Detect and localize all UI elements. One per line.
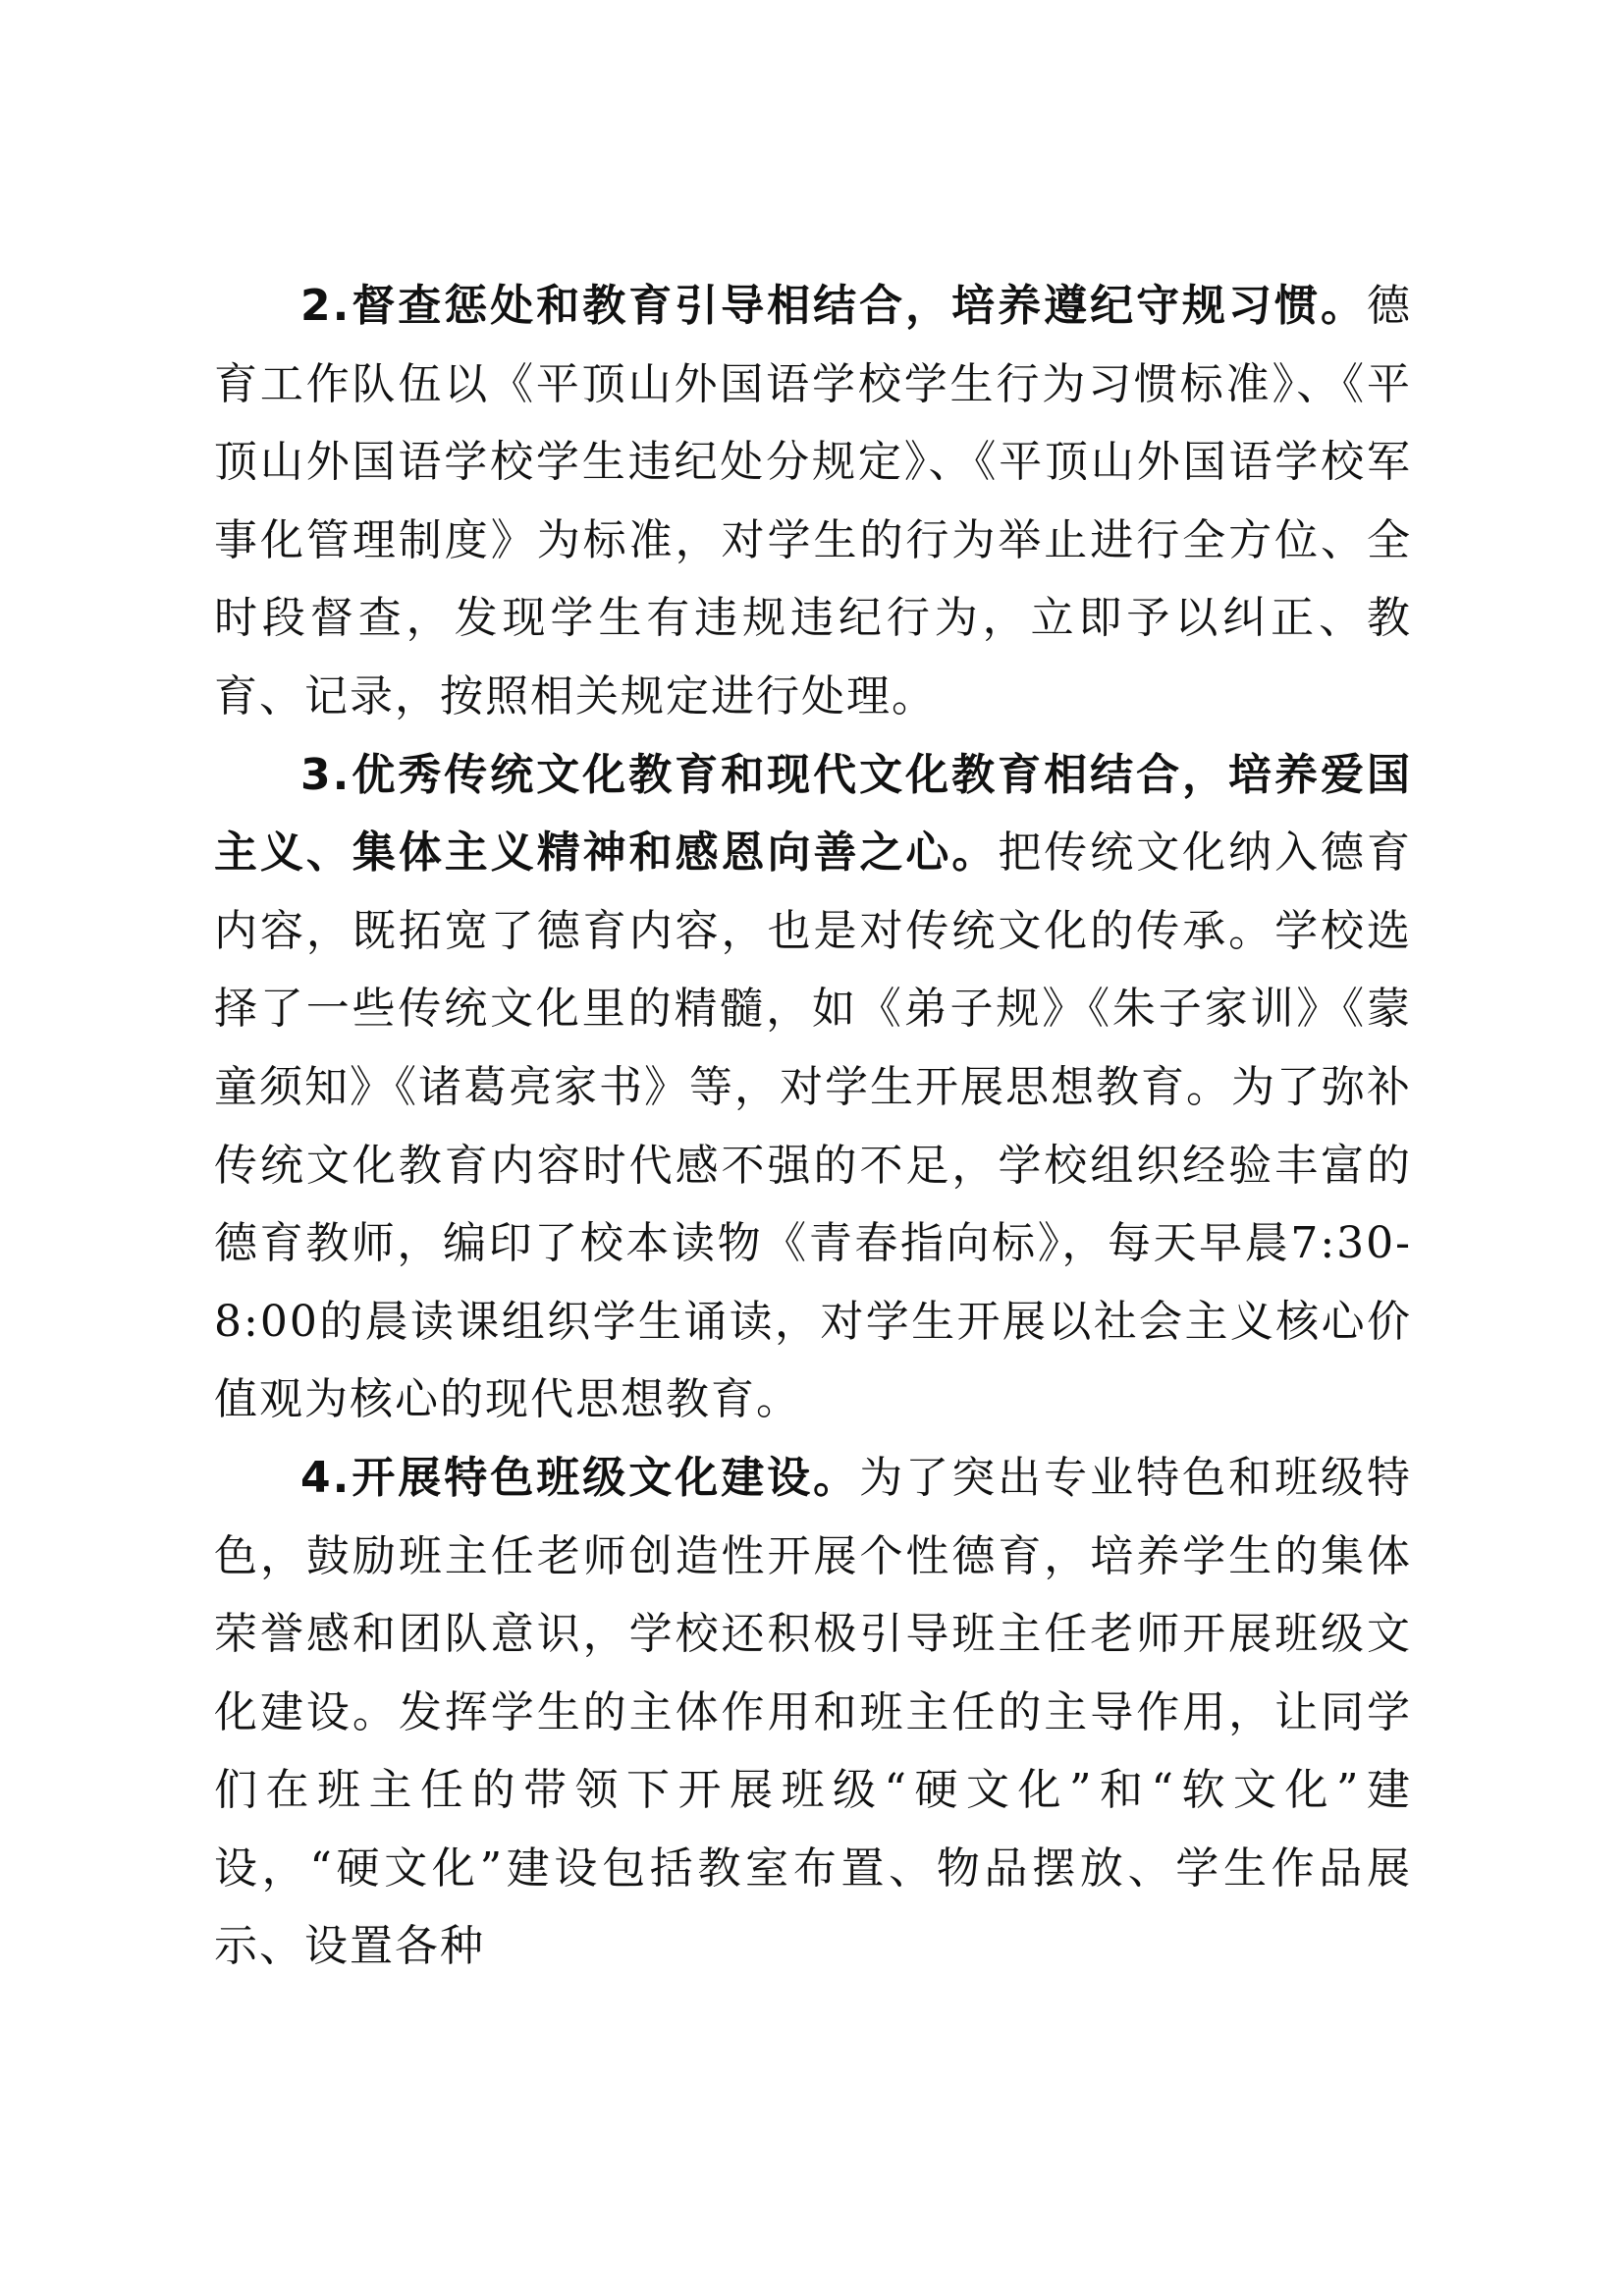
paragraph-2-heading: 2.督查惩处和教育引导相结合，培养遵纪守规习惯。 xyxy=(300,281,1367,331)
paragraph-3 xyxy=(214,736,1412,1439)
document-body xyxy=(214,267,1412,1986)
paragraph-4-text: 为了突出专业特色和班级特色，鼓励班主任老师创造性开展个性德育，培养学生的集体荣誉感和团队意识，学校还积极引导班主任老师开展班级文化建设。发挥学生的主体作用和班主任的主导作用，让同学们在班主任的带领下开展班级“硬文化”和“软文化”建设，“硬文化”建设包括教室布置、物品摆放、学生作品展示、设置各种 xyxy=(214,1452,1412,1972)
paragraph-2 xyxy=(214,267,1412,736)
paragraph-4-heading: 4.开展特色班级文化建设。 xyxy=(300,1452,860,1503)
paragraph-3-heading: 3.优秀传统文化教育和现代文化教育相结合，培养爱国主义、集体主义精神和感恩向善之心。 xyxy=(214,749,1412,879)
paragraph-2-text: 德育工作队伍以《平顶山外国语学校学生行为习惯标准》、《平顶山外国语学校学生违纪处分规定》、《平顶山外国语学校军事化管理制度》为标准，对学生的行为举止进行全方位、全时段督查，发现学生有违规违纪行为，立即予以纠正、教育、记录，按照相关规定进行处理。 xyxy=(214,281,1412,721)
paragraph-3-text: 把传统文化纳入德育内容，既拓宽了德育内容，也是对传统文化的传承。学校选择了一些传统文化里的精髓，如《弟子规》《朱子家训》《蒙童须知》《诸葛亮家书》等，对学生开展思想教育。为了弥补传统文化教育内容时代感不强的不足，学校组织经验丰富的德育教师，编印了校本读物《青春指向标》，每天早晨7:30-8:00的晨读课组织学生诵读，对学生开展以社会主义核心价值观为核心的现代思想教育。 xyxy=(214,828,1413,1425)
paragraph-4 xyxy=(214,1439,1412,1986)
